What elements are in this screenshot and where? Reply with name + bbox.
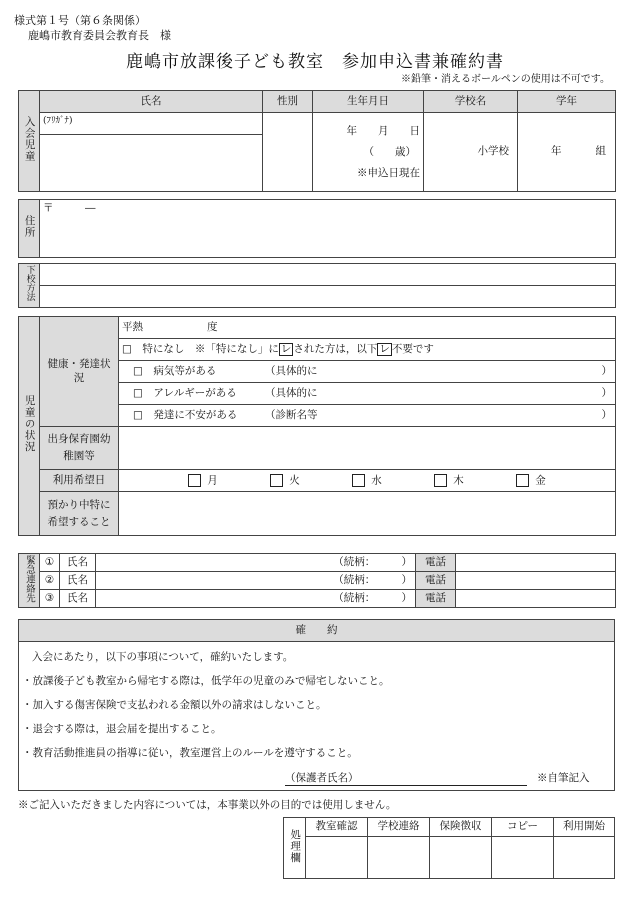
contact-number: ② <box>40 572 60 590</box>
school-header: 学校名 <box>424 91 518 113</box>
dob-line: 年 月 日 <box>346 124 420 137</box>
pledge-item: ・退会する際は，退会届を提出すること。 <box>22 723 222 735</box>
pickup-label: 下校方法 <box>19 264 40 308</box>
status-section-label: 児童の状況 <box>19 317 40 536</box>
days-field <box>119 470 616 492</box>
nursery-field[interactable] <box>119 427 616 470</box>
office-label: 処理欄 <box>284 818 306 879</box>
status-table <box>18 316 616 536</box>
address-field[interactable] <box>40 200 616 258</box>
contact-tel-field[interactable] <box>456 554 616 572</box>
dob-header: 生年月日 <box>313 91 424 113</box>
contact-number: ① <box>40 554 60 572</box>
pledge-item: ・加入する傷害保険で支払われる金額以外の請求はしないこと。 <box>22 699 327 711</box>
pledge-item: ・教育活動推進員の指導に従い，教室運営上のルールを遵守すること。 <box>22 747 358 759</box>
pickup-field-1[interactable] <box>40 264 616 286</box>
office-cell[interactable] <box>306 837 368 879</box>
address-label: 住所 <box>19 200 40 258</box>
day-checkbox-tue[interactable]: 火 <box>270 474 300 488</box>
pledge-item: ・放課後子ども教室から帰宅する際は，低学年の児童のみで帰宅しないこと。 <box>22 675 390 687</box>
pledge-intro: 入会にあたり，以下の事項について，確約いたします。 <box>32 651 294 663</box>
addressee: 鹿嶋市教育委員会教育長 様 <box>28 29 171 42</box>
gender-field[interactable] <box>263 113 313 192</box>
office-col-header: 保険徴収 <box>430 818 492 837</box>
page-title: 鹿嶋市放課後子ども教室 参加申込書兼確約書 <box>126 52 504 72</box>
pledge-box <box>18 619 615 791</box>
guardian-signature-field[interactable] <box>285 770 527 786</box>
contact-tel-label: 電話 <box>416 572 456 590</box>
emergency-table <box>18 553 616 608</box>
requests-label: 預かり中特に希望すること <box>40 492 119 536</box>
grade-field[interactable] <box>518 113 616 192</box>
contact-tel-label: 電話 <box>416 554 456 572</box>
nursery-label: 出身保育園幼稚園等 <box>40 427 119 470</box>
as-of-note: ※申込日現在 <box>357 166 420 179</box>
address-table <box>18 199 616 258</box>
health-label: 健康・発達状況 <box>40 317 119 427</box>
office-table <box>283 817 615 879</box>
grade-year-label: 年 <box>551 145 562 158</box>
pickup-table <box>18 263 616 308</box>
child-table <box>18 90 616 192</box>
guardian-label: （保護者氏名） <box>285 772 359 784</box>
day-checkbox-thu[interactable]: 木 <box>434 474 464 488</box>
contact-name-label: 氏名 <box>60 590 96 608</box>
pledge-title: 確 約 <box>19 620 614 642</box>
contact-number: ③ <box>40 590 60 608</box>
office-col-header: コピー <box>492 818 554 837</box>
grade-header: 学年 <box>518 91 616 113</box>
days-label: 利用希望日 <box>40 470 119 492</box>
pickup-field-2[interactable] <box>40 286 616 308</box>
day-checkbox-mon[interactable]: 月 <box>188 474 218 488</box>
illness-option[interactable]: □ 病気等がある （具体的に ） <box>119 361 616 383</box>
office-cell[interactable] <box>368 837 430 879</box>
development-option[interactable]: □ 発達に不安がある （診断名等 ） <box>119 405 616 427</box>
emergency-section-label: 緊急連絡先 <box>19 554 40 608</box>
contact-name-field[interactable]: （続柄： ） <box>96 590 416 608</box>
privacy-note: ※ご記入いただきました内容については，本事業以外の目的では使用しません。 <box>18 799 397 811</box>
office-cell[interactable] <box>554 837 615 879</box>
contact-name-label: 氏名 <box>60 554 96 572</box>
postal-mark: 〒 ― <box>43 202 96 214</box>
office-col-header: 教室確認 <box>306 818 368 837</box>
contact-name-label: 氏名 <box>60 572 96 590</box>
name-header: 氏名 <box>40 91 263 113</box>
contact-tel-field[interactable] <box>456 590 616 608</box>
day-checkbox-wed[interactable]: 水 <box>352 474 382 488</box>
pencil-note: ※鉛筆・消えるボールペンの使用は不可です。 <box>401 74 610 85</box>
day-checkbox-fri[interactable]: 金 <box>516 474 546 488</box>
none-option[interactable]: □ 特になし ※「特になし」に レ された方は，以下 レ 不要です <box>119 339 616 361</box>
gender-header: 性別 <box>263 91 313 113</box>
allergy-option[interactable]: □ アレルギーがある （具体的に ） <box>119 383 616 405</box>
office-cell[interactable] <box>430 837 492 879</box>
office-col-header: 利用開始 <box>554 818 615 837</box>
contact-name-field[interactable]: （続柄： ） <box>96 554 416 572</box>
office-col-header: 学校連絡 <box>368 818 430 837</box>
child-section-label: 入会児童 <box>19 91 40 192</box>
dob-field[interactable] <box>313 113 424 192</box>
age-line: （ 歳） <box>363 145 416 158</box>
grade-class-label: 組 <box>595 145 606 158</box>
furigana-field[interactable]: (ﾌﾘｶﾞﾅ) <box>40 113 263 135</box>
signature-note: ※自筆記入 <box>537 772 590 784</box>
school-field[interactable]: 小学校 <box>424 113 518 192</box>
contact-tel-label: 電話 <box>416 590 456 608</box>
office-cell[interactable] <box>492 837 554 879</box>
requests-field[interactable] <box>119 492 616 536</box>
form-number: 様式第１号（第６条関係） <box>14 14 146 27</box>
temperature-field[interactable]: 平熱 度 <box>119 317 616 339</box>
contact-tel-field[interactable] <box>456 572 616 590</box>
contact-name-field[interactable]: （続柄： ） <box>96 572 416 590</box>
child-name-field[interactable] <box>40 135 263 192</box>
